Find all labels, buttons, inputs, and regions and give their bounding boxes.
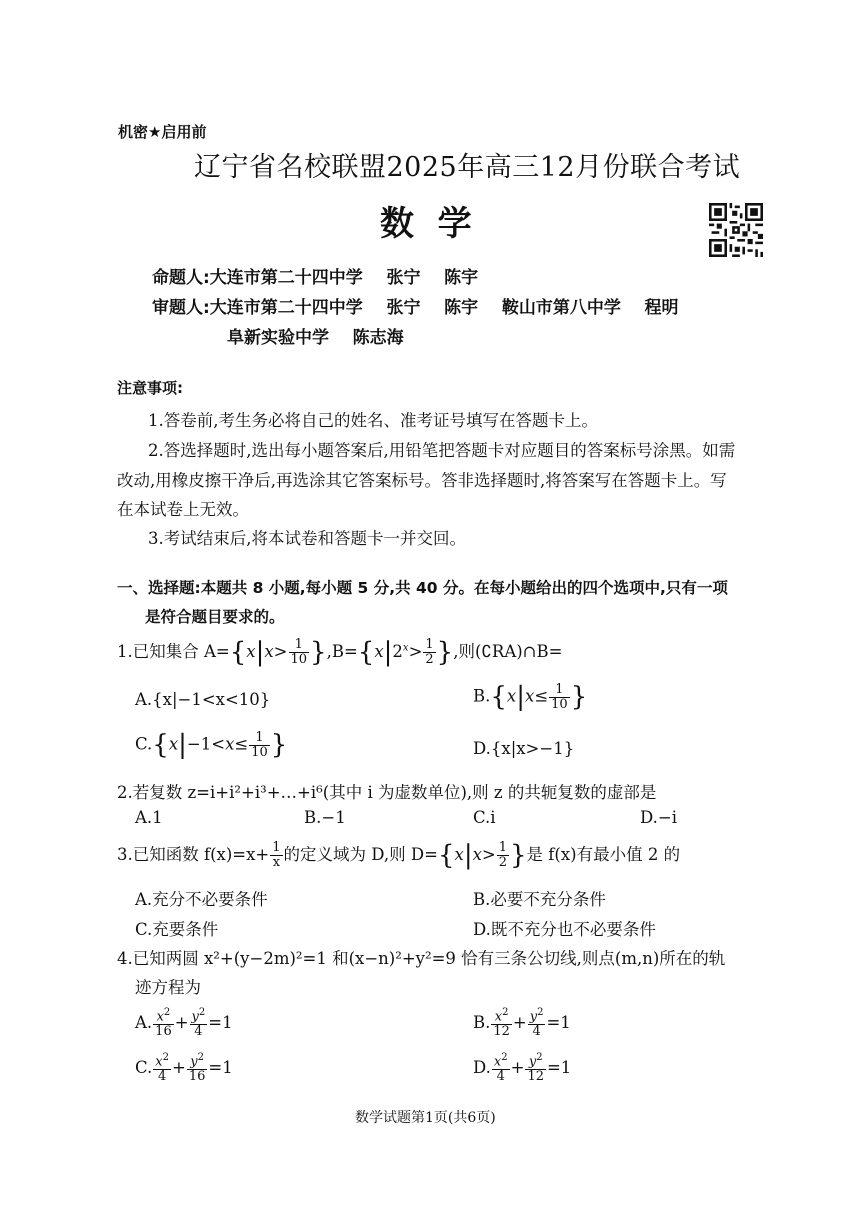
notice-item-2-line-3: 在本试卷上无效。 — [117, 500, 249, 519]
notice-item-1: 1.答卷前,考生务必将自己的姓名、准考证号填写在答题卡上。 — [148, 411, 598, 430]
question-4-option-b[interactable]: B. $\frac{x^2}{12}$ + $\frac{y^2}{4}$ =1 — [473, 1007, 571, 1039]
question-3-stem: 3.已知函数 f(x)=x+ $\frac{1}{x}$ 的定义域为 D,则 D={x|x> $\frac{1}{2}$ }是 f(x)有最小值 2 的 — [117, 840, 681, 871]
reviewer-line-2: 阜新实验中学 陈志海 — [227, 328, 404, 348]
question-4-option-c[interactable]: C. $\frac{x^2}{4}$ + $\frac{y^2}{16}$ =1 — [135, 1052, 233, 1084]
notice-title: 注意事项: — [117, 379, 183, 397]
question-1-option-b[interactable]: B.{x|x≤ $\frac{1}{10}$ } — [473, 682, 588, 713]
question-2-option-d[interactable]: D.−i — [640, 808, 677, 827]
setter-line: 命题人:大连市第二十四中学 张宁 陈宇 — [152, 268, 479, 288]
question-4-stem-line-1: 4.已知两圆 x²+(y−2m)²=1 和(x−n)²+y²=9 恰有三条公切线,则点(m,n)所在的轨 — [117, 949, 726, 968]
question-3-option-b[interactable]: B.必要不充分条件 — [473, 890, 606, 909]
reviewer-line-1: 审题人:大连市第二十四中学 张宁 陈宇 鞍山市第八中学 程明 — [152, 298, 679, 318]
question-3-option-d[interactable]: D.既不充分也不必要条件 — [473, 920, 656, 939]
question-2-option-a[interactable]: A.1 — [135, 808, 163, 827]
question-3-option-a[interactable]: A.充分不必要条件 — [135, 890, 268, 909]
section-heading-line-1: 一、选择题:本题共 8 小题,每小题 5 分,共 40 分。在每小题给出的四个选项中,只有一项 — [117, 579, 728, 597]
question-1-option-d[interactable]: D.{x|x>−1} — [473, 739, 575, 758]
question-2-option-b[interactable]: B.−1 — [304, 808, 346, 827]
question-4-stem-line-2: 迹方程为 — [135, 978, 201, 997]
question-2-option-c[interactable]: C.i — [473, 808, 496, 827]
question-4-option-a[interactable]: A. $\frac{x^2}{16}$ + $\frac{y^2}{4}$ =1 — [135, 1007, 233, 1039]
confidential-mark: 机密★启用前 — [118, 123, 207, 141]
notice-item-2-line-2: 改动,用橡皮擦干净后,再选涂其它答案标号。答非选择题时,将答案写在答题卡上。写 — [117, 471, 727, 490]
section-heading-line-2: 是符合题目要求的。 — [145, 608, 285, 626]
question-1-option-c[interactable]: C.{x|−1<x≤ $\frac{1}{10}$ } — [135, 730, 288, 761]
page-footer: 数学试题第1页(共6页) — [355, 1110, 496, 1126]
question-3-option-c[interactable]: C.充要条件 — [135, 920, 219, 939]
notice-item-3: 3.考试结束后,将本试卷和答题卡一并交回。 — [148, 529, 466, 548]
question-1-option-a[interactable]: A.{x|−1<x<10} — [135, 690, 271, 709]
exam-title: 辽宁省名校联盟2025年高三12月份联合考试 — [194, 152, 741, 183]
question-4-option-d[interactable]: D. $\frac{x^2}{4}$ + $\frac{y^2}{12}$ =1 — [473, 1052, 572, 1084]
question-2-stem: 2.若复数 z=i+i²+i³+…+i⁶(其中 i 为虚数单位),则 z 的共轭复数的虚部是 — [117, 783, 657, 802]
qr-code-icon — [709, 203, 763, 257]
notice-item-2-line-1: 2.答选择题时,选出每小题答案后,用铅笔把答题卡对应题目的答案标号涂黑。如需 — [148, 441, 736, 460]
question-1-stem: 1.已知集合 A={x|x> $\frac{1}{10}$ }$,B=\{x|2^x>$ $\frac{1}{2}$ },则(∁RA)∩B= — [117, 637, 563, 668]
subject-title: 数 学 — [380, 204, 472, 244]
